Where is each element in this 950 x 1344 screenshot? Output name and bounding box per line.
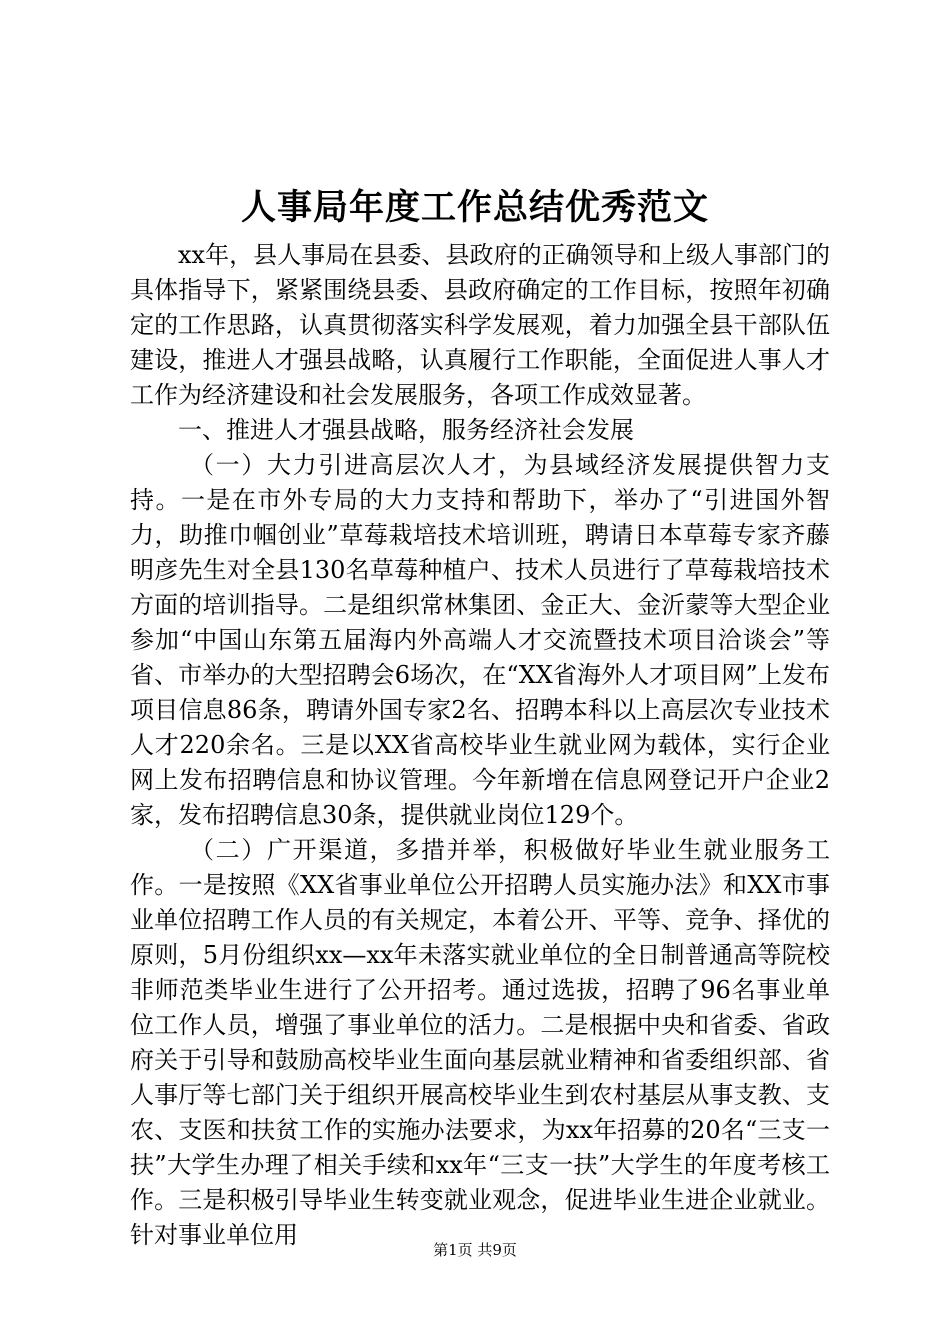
document-body — [130, 238, 830, 1253]
page-number: 第1页 共9页 — [433, 1241, 517, 1259]
intro-paragraph: xx年，县人事局在县委、县政府的正确领导和上级人事部门的具体指导下，紧紧围绕县委、县政府确定的工作目标，按照年初确定的工作思路，认真贯彻落实科学发展观，着力加强全县干部队伍建设，推进人才强县战略，认真履行工作职能，全面促进人事人才工作为经济建设和社会发展服务，各项工作成效显著。 — [130, 241, 830, 409]
subsection-paragraph-2: （二）广开渠道，多措并举，积极做好毕业生就业服务工作。一是按照《XX省事业单位公开招聘人员实施办法》和XX市事业单位招聘工作人员的有关规定，本着公开、平等、竞争、择优的原则，5月份组织xx—xx年未落实就业单位的全日制普通高等院校非师范类毕业生进行了公开招考。通过选拔，招聘了96名事业单位工作人员，增强了事业单位的活力。二是根据中央和省委、省政府关于引导和鼓励高校毕业生面向基层就业精神和省委组织部、省人事厅等七部门关于组织开展高校毕业生到农村基层从事支教、支农、支医和扶贫工作的实施办法要求，为xx年招募的20名“三支一扶”大学生办理了相关手续和xx年“三支一扶”大学生的年度考核工作。三是积极引导毕业生转变就业观念，促进毕业生进企业就业。针对事业单位用 — [130, 836, 830, 1249]
section-heading: 一、推进人才强县战略，服务经济社会发展 — [178, 416, 634, 444]
subsection-paragraph-1: （一）大力引进高层次人才，为县域经济发展提供智力支持。一是在市外专局的大力支持和帮助下，举办了“引进国外智力，助推巾帼创业”草莓栽培技术培训班，聘请日本草莓专家齐藤明彦先生对全县130名草莓种植户、技术人员进行了草莓栽培技术方面的培训指导。二是组织常林集团、金正大、金沂蒙等大型企业参加“中国山东第五届海内外高端人才交流暨技术项目洽谈会”等省、市举办的大型招聘会6场次，在“XX省海外人才项目网”上发布项目信息86条，聘请外国专家2名、招聘本科以上高层次专业技术人才220余名。三是以XX省高校毕业生就业网为载体，实行企业网上发布招聘信息和协议管理。今年新增在信息网登记开户企业2家，发布招聘信息30条，提供就业岗位129个。 — [130, 451, 830, 829]
document-title: 人事局年度工作总结优秀范文 — [240, 187, 709, 228]
